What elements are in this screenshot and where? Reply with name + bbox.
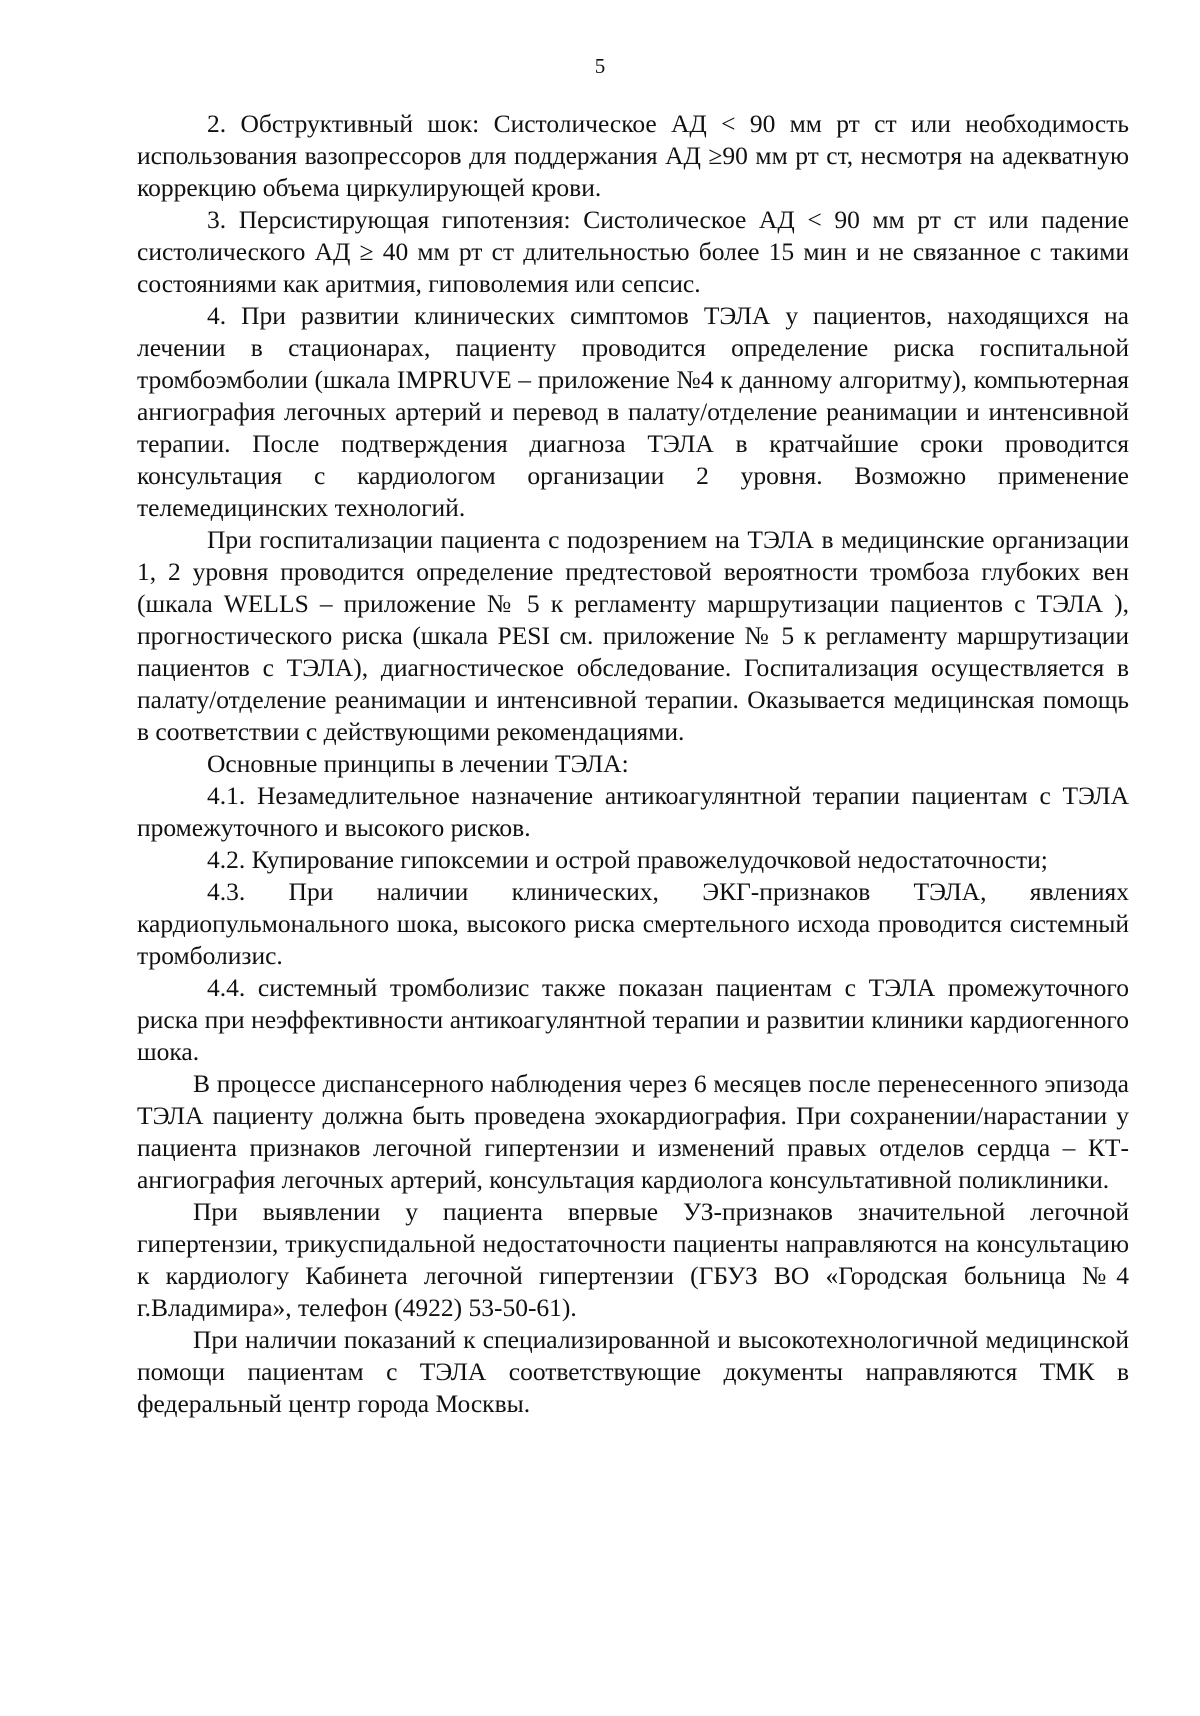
paragraph-hospitalization: При госпитализации пациента с подозрением на ТЭЛА в медицинские организации 1, 2 уровня проводится определение предтестовой вероятности тромбоза глубоких вен (шкала WELLS – приложение № 5 к регламенту маршрутизации пациентов с ТЭЛА ), прогностического риска (шкала PESI см. приложение № 5 к регламенту маршрутизации пациентов с ТЭЛА), диагностическое обследование. Госпитализация осуществляется в палату/отделение реанимации и интенсивной терапии. Оказывается медицинская помощь в соответствии с действующими рекомендациями.: [137, 525, 1129, 746]
paragraph-principle-4-1: 4.1. Незамедлительное назначение антикоагулянтной терапии пациентам с ТЭЛА промежуточного и высокого рисков.: [137, 781, 1129, 842]
paragraph-principle-4-4: 4.4. системный тромболизис также показан пациентам с ТЭЛА промежуточного риска при неэффективности антикоагулянтной терапии и развитии клиники кардиогенного шока.: [137, 973, 1129, 1066]
paragraph-principle-4-3: 4.3. При наличии клинических, ЭКГ-признаков ТЭЛА, явлениях кардиопульмонального шока, высокого риска смертельного исхода проводится системный тромболизис.: [137, 877, 1129, 970]
paragraph-principle-4-2: 4.2. Купирование гипоксемии и острой правожелудочковой недостаточности;: [207, 845, 1048, 874]
paragraph-inpatient-symptoms: 4. При развитии клинических симптомов ТЭЛА у пациентов, находящихся на лечении в стационарах, пациенту проводится определение риска госпитальной тромбоэмболии (шкала IMPRUVE – приложение №4 к данному алгоритму), компьютерная ангиография легочных артерий и перевод в палату/отделение реанимации и интенсивной терапии. После подтверждения диагноза ТЭЛА в кратчайшие сроки проводится консультация с кардиологом организации 2 уровня. Возможно применение телемедицинских технологий.: [137, 301, 1129, 522]
paragraph-treatment-principles-heading: Основные принципы в лечении ТЭЛА:: [207, 749, 629, 778]
paragraph-high-tech-care: При наличии показаний к специализированной и высокотехнологичной медицинской помощи пациентам с ТЭЛА соответствующие документы направляются ТМК в федеральный центр города Москвы.: [137, 1325, 1129, 1418]
paragraph-obstructive-shock: 2. Обструктивный шок: Систолическое АД < 90 мм рт ст или необходимость использования вазопрессоров для поддержания АД ≥90 мм рт ст, несмотря на адекватную коррекцию объема циркулирующей крови.: [137, 109, 1129, 202]
paragraph-pulmonary-hypertension: При выявлении у пациента впервые УЗ-признаков значительной легочной гипертензии, трикуспидальной недостаточности пациенты направляются на консультацию к кардиологу Кабинета легочной гипертензии (ГБУЗ ВО «Городская больница №4 г.Владимира», телефон (4922) 53-50-61).: [137, 1197, 1129, 1322]
paragraph-persistent-hypotension: 3. Персистирующая гипотензия: Систолическое АД < 90 мм рт ст или падение систолического АД ≥ 40 мм рт ст длительностью более 15 мин и не связанное с такими состояниями как аритмия, гиповолемия или сепсис.: [137, 205, 1129, 298]
document-body: [137, 108, 1129, 1420]
page-number: 5: [594, 54, 606, 78]
paragraph-follow-up: В процессе диспансерного наблюдения через 6 месяцев после перенесенного эпизода ТЭЛА пациенту должна быть проведена эхокардиография. При сохранении/нарастании у пациента признаков легочной гипертензии и изменений правых отделов сердца – КТ-ангиография легочных артерий, консультация кардиолога консультативной поликлиники.: [137, 1069, 1129, 1194]
